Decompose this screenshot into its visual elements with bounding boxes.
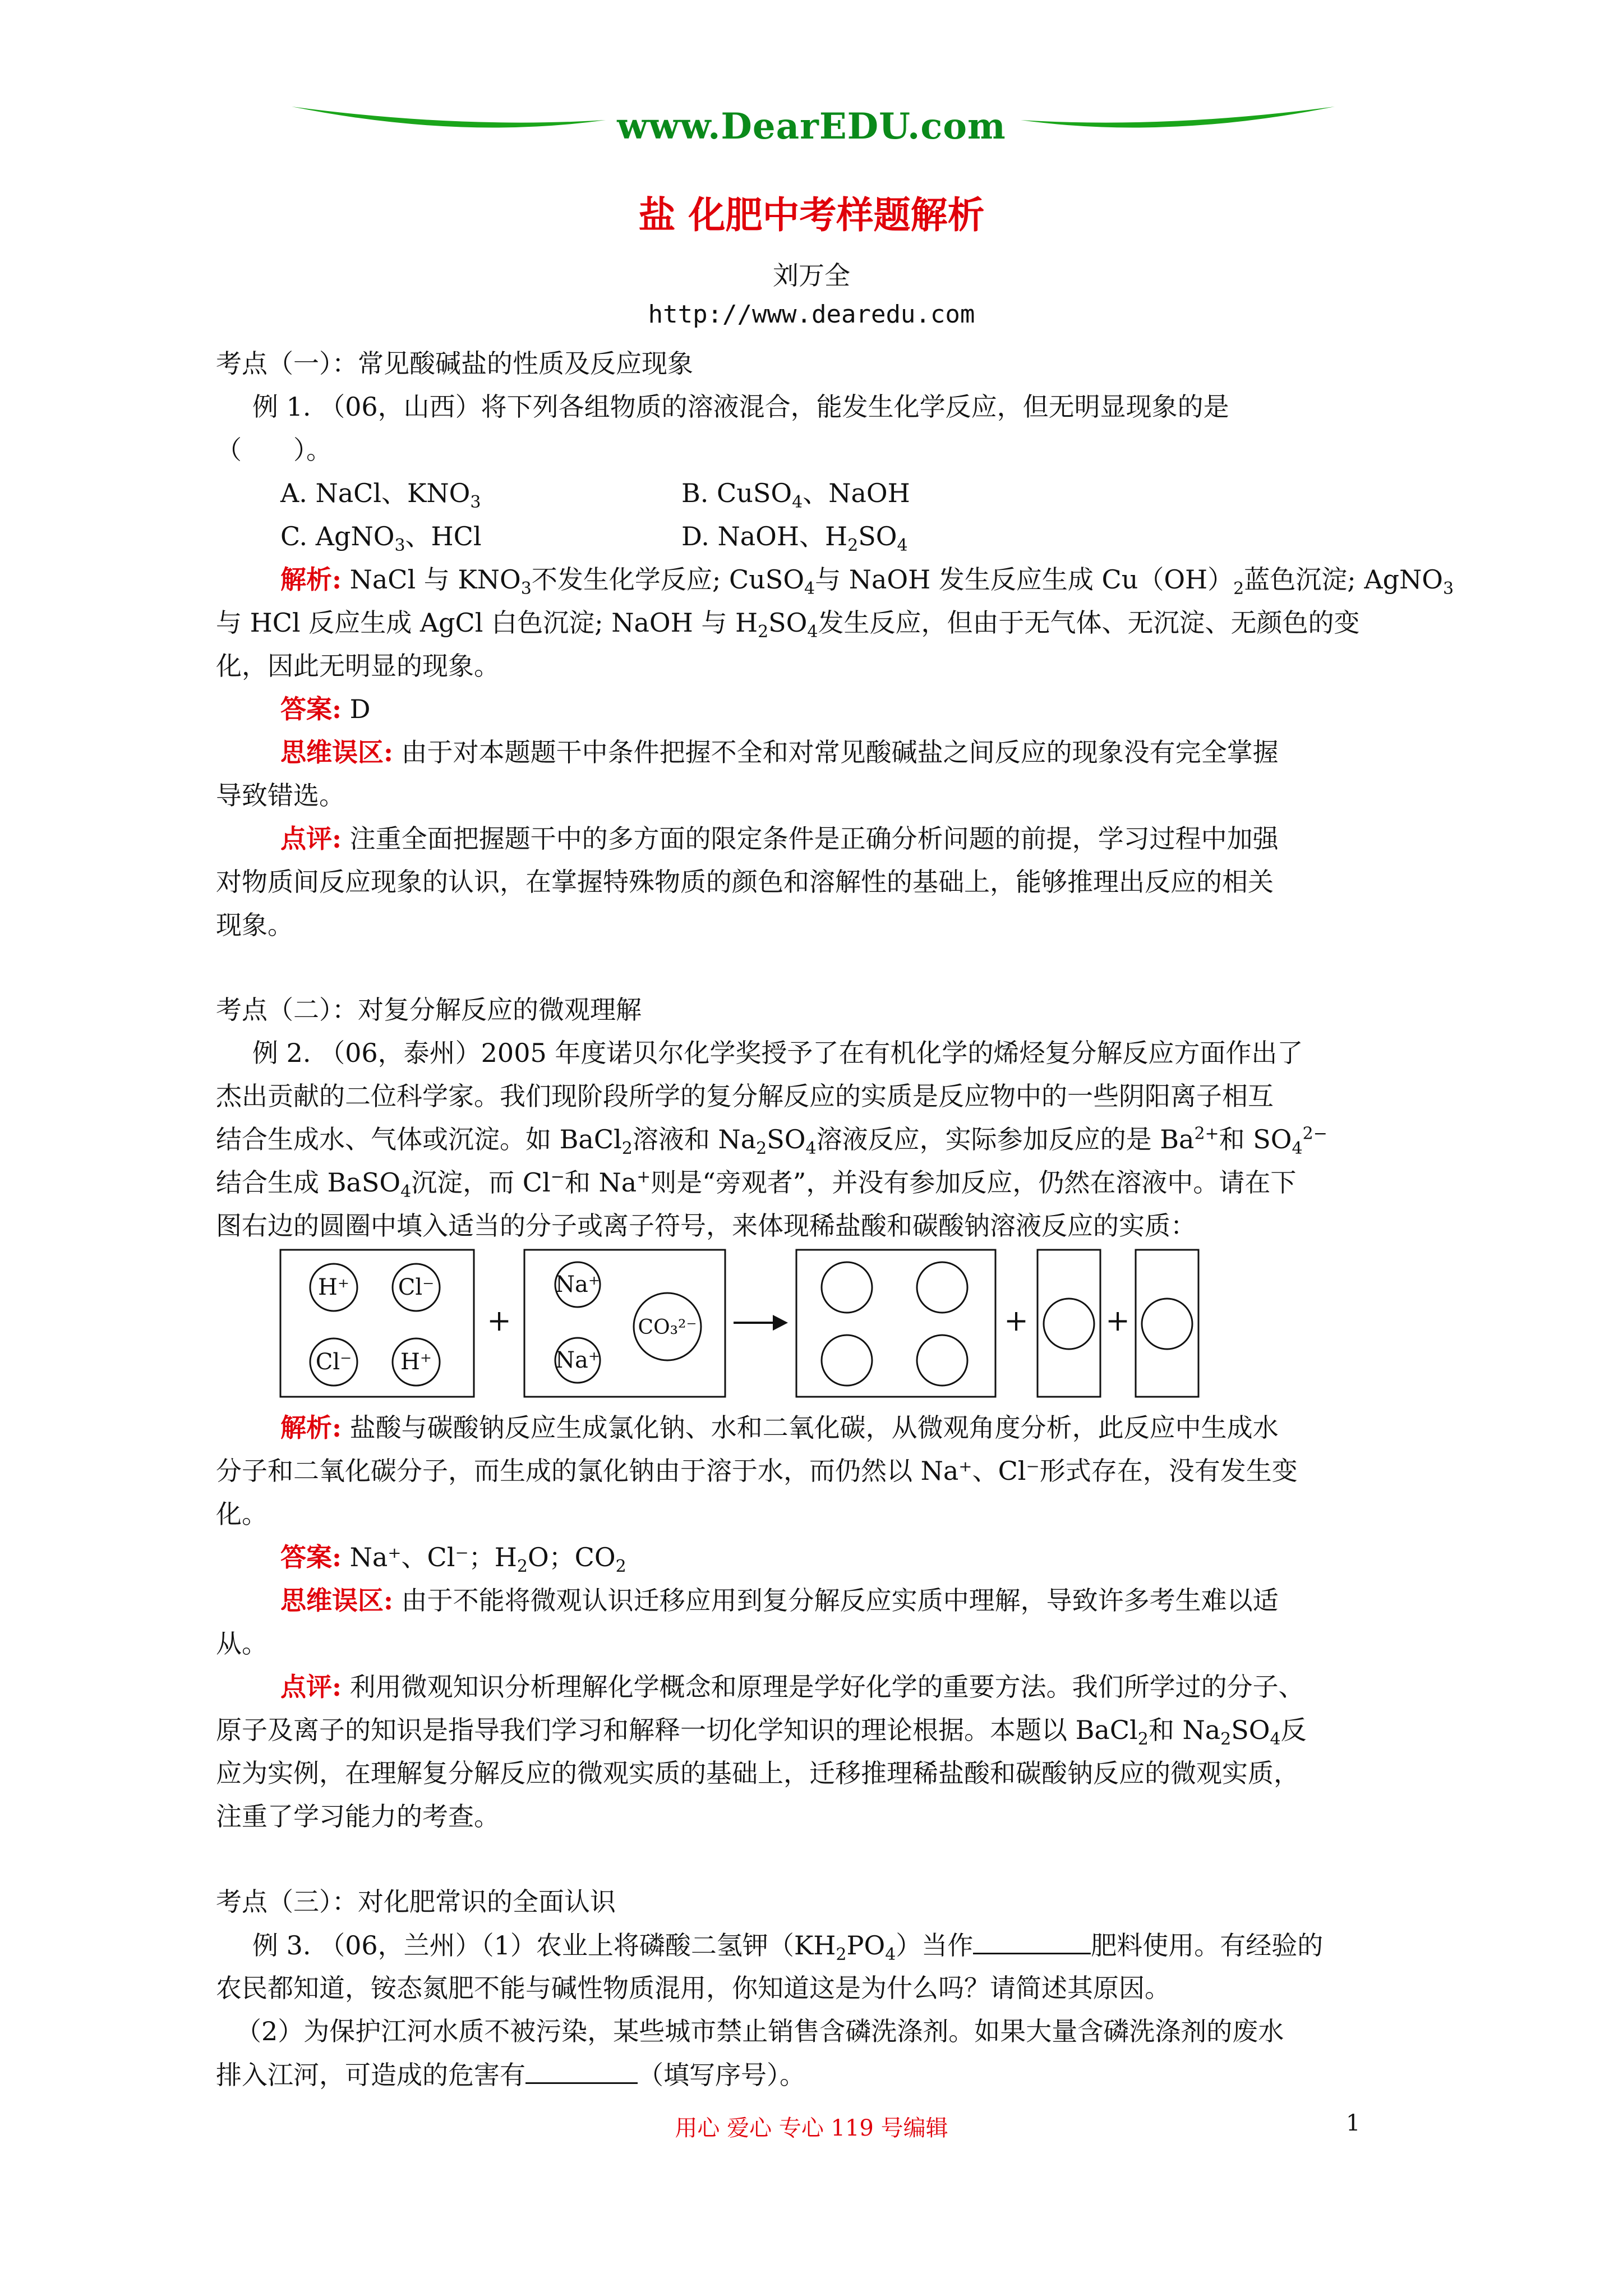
option-b: B. CuSO$_4$、NaOH xyxy=(681,478,910,513)
q2-line2: 杰出贡献的二位科学家。我们现阶段所学的复分解反应的实质是反应物中的一些阴阳离子相互 xyxy=(216,1081,1274,1111)
q2-analysis-line1: 解析: 盐酸与碳酸钠反应生成氯化钠、水和二氧化碳，从微观角度分析，此反应中生成水 xyxy=(280,1412,1279,1443)
q1-answer: 答案: D xyxy=(280,694,371,724)
q2-line4: 结合生成 BaSO$_4$沉淀，而 Cl−和 Na+则是“旁观者”，并没有参加反应，仍然在溶液中。请在下 xyxy=(216,1167,1297,1202)
plus-sign: + xyxy=(1004,1304,1029,1338)
author: 刘万全 xyxy=(773,260,850,291)
q2-comment-line4: 注重了学习能力的考查。 xyxy=(216,1801,500,1832)
option-d: D. NaOH、$H_2SO_4$ xyxy=(681,521,908,556)
box-ion-1 xyxy=(1038,1250,1100,1397)
q3-line4: 排入江河，可造成的危害有 （填写序号）。 xyxy=(216,2058,805,2092)
q2-comment-line2: 原子及离子的知识是指导我们学习和解释一切化学知识的理论根据。本题以 BaCl$_2$和 $Na_2SO_4$反 xyxy=(216,1715,1307,1750)
q1-comment-line3: 现象。 xyxy=(216,910,293,940)
q1-paren: （ ）。 xyxy=(216,435,332,465)
ion-label: Na⁺ xyxy=(555,1347,600,1373)
q2-line5: 图右边的圆圈中填入适当的分子或离子符号，来体现稀盐酸和碳酸钠溶液反应的实质： xyxy=(216,1211,1196,1241)
q2-misconception-line2: 从。 xyxy=(216,1628,268,1659)
q3-line2: 农民都知道，铵态氮肥不能与碱性物质混用，你知道这是为什么吗？请简述其原因。 xyxy=(216,1973,1170,2003)
arrow-icon xyxy=(773,1315,788,1331)
empty-circle xyxy=(822,1262,872,1313)
q1-text: 例 1. （06，山西）将下列各组物质的溶液混合，能发生化学反应，但无明显现象的是 xyxy=(252,392,1229,422)
q1-comment-line2: 对物质间反应现象的认识，在掌握特殊物质的颜色和溶解性的基础上，能够推理出反应的相关 xyxy=(216,867,1274,897)
q2-line1: 例 2. （06，泰州）2005 年度诺贝尔化学奖授予了在有机化学的烯烃复分解反应方面作出了 xyxy=(252,1038,1303,1068)
q2-line3: 结合生成水、气体或沉淀。如 BaCl$_2$溶液和 $Na_2SO_4$溶液反应，实际参加反应的是 $Ba^{2+}$和 $SO_4^{2-}$ xyxy=(216,1124,1327,1159)
q1-comment-line1: 点评: 注重全面把握题干中的多方面的限定条件是正确分析问题的前提，学习过程中加强 xyxy=(280,823,1279,854)
footer-text: 用心 爱心 专心 119 号编辑 xyxy=(675,2115,948,2141)
source-url: http://www.dearedu.com xyxy=(648,300,975,329)
box-ion-2 xyxy=(1136,1250,1198,1397)
answer-blank-2[interactable] xyxy=(525,2058,638,2084)
empty-circle xyxy=(1142,1299,1192,1349)
empty-circle xyxy=(917,1335,967,1386)
page-number: 1 xyxy=(1346,2110,1361,2136)
answer-blank-1[interactable] xyxy=(973,1928,1091,1954)
section-3-heading: 考点（三）：对化肥常识的全面认识 xyxy=(216,1887,616,1917)
q2-misconception-line1: 思维误区: 由于不能将微观认识迁移应用到复分解反应实质中理解，导致许多考生难以适 xyxy=(280,1585,1279,1616)
page-title: 盐 化肥中考样题解析 xyxy=(638,193,985,237)
empty-circle xyxy=(917,1262,967,1313)
q1-analysis-line3: 化，因此无明显的现象。 xyxy=(216,651,500,681)
ion-label: H⁺ xyxy=(318,1274,349,1300)
option-a: A. NaCl、$KNO_3$ xyxy=(280,478,481,513)
ion-label: CO₃²⁻ xyxy=(638,1316,697,1339)
ion-label: Cl⁻ xyxy=(315,1349,352,1375)
ion-label: Cl⁻ xyxy=(398,1274,435,1300)
q1-misconception-line1: 思维误区: 由于对本题题干中条件把握不全和对常见酸碱盐之间反应的现象没有完全掌握 xyxy=(280,737,1279,767)
q1-analysis-line2: 与 HCl 反应生成 AgCl 白色沉淀; NaOH 与 $H_2SO_4$发生反应，但由于无气体、无沉淀、无颜色的变 xyxy=(216,608,1360,642)
q1-misconception-line2: 导致错选。 xyxy=(216,780,345,811)
q3-line3: （2）为保护江河水质不被污染，某些城市禁止销售含磷洗涤剂。如果大量含磷洗涤剂的废水 xyxy=(236,2016,1284,2046)
site-logo: www.DearEDU.com xyxy=(617,105,1006,148)
plus-sign: + xyxy=(487,1304,511,1338)
q2-analysis-line3: 化。 xyxy=(216,1499,268,1529)
empty-circle xyxy=(822,1335,872,1386)
ion-label: H⁺ xyxy=(400,1349,432,1375)
q1-analysis-line1: 解析: NaCl 与 $KNO_3$不发生化学反应; CuSO$_4$与 NaOH 发生反应生成 $Cu(OH)_2$蓝色沉淀; AgNO$_3$ xyxy=(280,564,1454,599)
q2-analysis-line2: 分子和二氧化碳分子，而生成的氯化钠由于溶于水，而仍然以 Na⁺、Cl⁻形式存在，没有发生变 xyxy=(216,1456,1298,1486)
ion-label: Na⁺ xyxy=(555,1272,600,1297)
section-1-heading: 考点（一）：常见酸碱盐的性质及反应现象 xyxy=(216,348,693,379)
plus-sign: + xyxy=(1105,1304,1130,1338)
box-hcl xyxy=(280,1250,474,1397)
reaction-diagram xyxy=(275,1240,1273,1402)
option-c: C. AgNO$_3$、HCl xyxy=(280,521,482,556)
q2-comment-line3: 应为实例，在理解复分解反应的微观实质的基础上，迁移推理稀盐酸和碳酸钠反应的微观实质， xyxy=(216,1758,1299,1788)
section-2-heading: 考点（二）：对复分解反应的微观理解 xyxy=(216,995,642,1025)
q3-line1: 例 3. （06，兰州）（1）农业上将磷酸二氢钾$(KH_2PO_4)$当作 肥料使用。有经验的 xyxy=(252,1928,1323,1962)
empty-circle xyxy=(1044,1299,1094,1349)
q2-comment-line1: 点评: 利用微观知识分析理解化学概念和原理是学好化学的重要方法。我们所学过的分子、 xyxy=(280,1672,1304,1702)
q2-answer: 答案: Na⁺、Cl⁻；$H_2O$；$CO_2$ xyxy=(280,1542,626,1577)
